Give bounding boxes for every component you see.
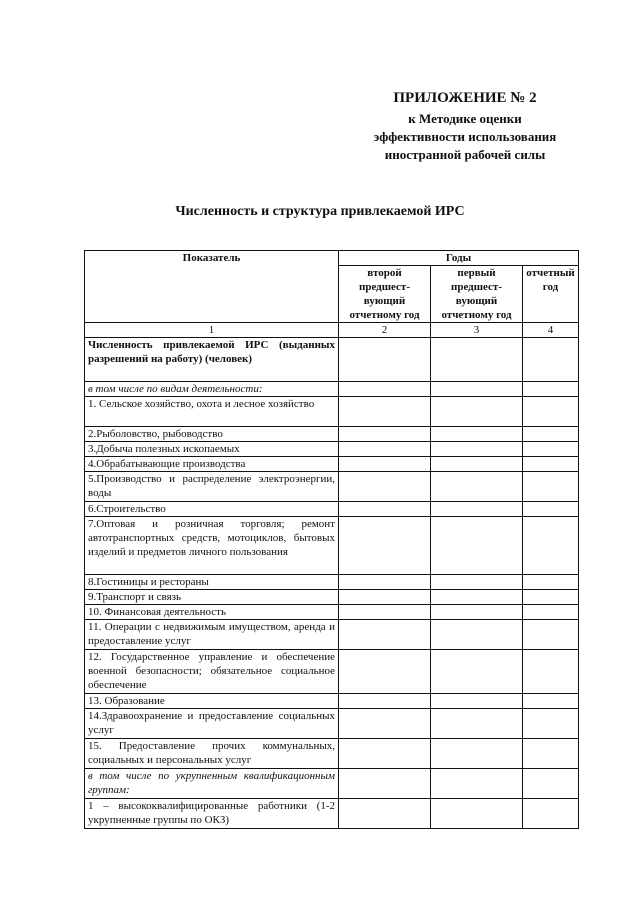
table-row — [85, 382, 579, 397]
value-cell[interactable] — [339, 442, 431, 457]
appendix-header — [330, 90, 600, 164]
value-cell[interactable] — [339, 472, 431, 502]
value-cell[interactable] — [431, 620, 523, 650]
row-label: 1. Сельское хозяйство, охота и лесное хозяйство — [85, 397, 339, 427]
value-cell[interactable] — [523, 472, 579, 502]
value-cell[interactable] — [431, 397, 523, 427]
table-row — [85, 472, 579, 502]
table-row — [85, 709, 579, 739]
table-row — [85, 427, 579, 442]
row-label: 13. Образование — [85, 694, 339, 709]
value-cell[interactable] — [339, 590, 431, 605]
value-cell[interactable] — [339, 427, 431, 442]
appendix-line-3: иностранной рабочей силы — [384, 147, 546, 162]
value-cell[interactable] — [431, 338, 523, 382]
value-cell[interactable] — [523, 442, 579, 457]
appendix-line-1: к Методике оценки — [408, 111, 522, 126]
value-cell[interactable] — [523, 382, 579, 397]
table-row — [85, 590, 579, 605]
value-cell[interactable] — [523, 590, 579, 605]
col-number-1: 1 — [85, 323, 339, 338]
col-number-4: 4 — [523, 323, 579, 338]
table-row — [85, 605, 579, 620]
value-cell[interactable] — [339, 575, 431, 590]
value-cell[interactable] — [431, 739, 523, 769]
row-label: 11. Операции с недвижимым имуществом, аренда и предоставление услуг — [85, 620, 339, 650]
value-cell[interactable] — [523, 620, 579, 650]
value-cell[interactable] — [431, 427, 523, 442]
table-row — [85, 338, 579, 382]
row-label: 3.Добыча полезных ископаемых — [85, 442, 339, 457]
value-cell[interactable] — [339, 650, 431, 694]
value-cell[interactable] — [431, 382, 523, 397]
table-row — [85, 769, 579, 799]
document-title: Численность и структура привлекаемой ИРС — [175, 204, 465, 219]
value-cell[interactable] — [523, 397, 579, 427]
value-cell[interactable] — [339, 457, 431, 472]
value-cell[interactable] — [431, 769, 523, 799]
col-number-3: 3 — [431, 323, 523, 338]
value-cell[interactable] — [523, 799, 579, 829]
row-label: 1 – высококвалифицированные работники (1-2 укрупненные группы по ОКЗ) — [85, 799, 339, 829]
table-row — [85, 620, 579, 650]
value-cell[interactable] — [431, 575, 523, 590]
table-row — [85, 694, 579, 709]
value-cell[interactable] — [431, 799, 523, 829]
table-row — [85, 502, 579, 517]
value-cell[interactable] — [339, 397, 431, 427]
header-first-prior-year: первый предшест-вующий отчетному год — [431, 266, 523, 323]
row-label: 8.Гостиницы и рестораны — [85, 575, 339, 590]
value-cell[interactable] — [431, 442, 523, 457]
row-label: в том числе по видам деятельности: — [85, 382, 339, 397]
value-cell[interactable] — [339, 502, 431, 517]
value-cell[interactable] — [339, 739, 431, 769]
value-cell[interactable] — [523, 694, 579, 709]
value-cell[interactable] — [431, 694, 523, 709]
value-cell[interactable] — [339, 338, 431, 382]
value-cell[interactable] — [339, 605, 431, 620]
row-label: 14.Здравоохранение и предоставление социальных услуг — [85, 709, 339, 739]
row-label: 4.Обрабатывающие производства — [85, 457, 339, 472]
value-cell[interactable] — [339, 709, 431, 739]
table-row — [85, 457, 579, 472]
value-cell[interactable] — [523, 709, 579, 739]
value-cell[interactable] — [431, 472, 523, 502]
table-row — [85, 650, 579, 694]
value-cell[interactable] — [339, 517, 431, 575]
table-row — [85, 397, 579, 427]
value-cell[interactable] — [431, 457, 523, 472]
value-cell[interactable] — [431, 605, 523, 620]
value-cell[interactable] — [523, 427, 579, 442]
indicators-table — [84, 250, 579, 829]
value-cell[interactable] — [523, 338, 579, 382]
header-report-year: отчетный год — [523, 266, 579, 323]
header-second-prior-year: второй предшест-вующий отчетному год — [339, 266, 431, 323]
value-cell[interactable] — [339, 799, 431, 829]
row-label: 10. Финансовая деятельность — [85, 605, 339, 620]
row-label: 9.Транспорт и связь — [85, 590, 339, 605]
value-cell[interactable] — [339, 694, 431, 709]
table-row — [85, 575, 579, 590]
row-label: в том числе по укрупненным квалификационным группам: — [85, 769, 339, 799]
row-label: 15. Предоставление прочих коммунальных, социальных и персональных услуг — [85, 739, 339, 769]
value-cell[interactable] — [523, 769, 579, 799]
value-cell[interactable] — [523, 650, 579, 694]
row-label: 6.Строительство — [85, 502, 339, 517]
table-row — [85, 739, 579, 769]
value-cell[interactable] — [523, 502, 579, 517]
value-cell[interactable] — [431, 650, 523, 694]
value-cell[interactable] — [523, 739, 579, 769]
header-indicator: Показатель — [85, 251, 339, 323]
row-label: 12. Государственное управление и обеспечение военной безопасности; обязательное социальное обеспечение — [85, 650, 339, 694]
row-label: 5.Производство и распределение электроэнергии, воды — [85, 472, 339, 502]
value-cell[interactable] — [431, 709, 523, 739]
row-label: 2.Рыболовство, рыбоводство — [85, 427, 339, 442]
appendix-title: ПРИЛОЖЕНИЕ № 2 — [393, 90, 537, 106]
col-number-2: 2 — [339, 323, 431, 338]
appendix-line-2: эффективности использования — [373, 129, 557, 144]
value-cell[interactable] — [339, 769, 431, 799]
row-label: Численность привлекаемой ИРС (выданных разрешений на работу) (человек) — [85, 338, 339, 382]
value-cell[interactable] — [523, 605, 579, 620]
value-cell[interactable] — [523, 575, 579, 590]
table-row — [85, 517, 579, 575]
row-label: 7.Оптовая и розничная торговля; ремонт автотранспортных средств, мотоциклов, бытовых изделий и предметов личного пользования — [85, 517, 339, 575]
value-cell[interactable] — [523, 517, 579, 575]
header-years: Годы — [339, 251, 579, 266]
value-cell[interactable] — [431, 517, 523, 575]
value-cell[interactable] — [431, 502, 523, 517]
value-cell[interactable] — [431, 590, 523, 605]
value-cell[interactable] — [523, 457, 579, 472]
value-cell[interactable] — [339, 382, 431, 397]
table-row — [85, 442, 579, 457]
value-cell[interactable] — [339, 620, 431, 650]
table-row — [85, 799, 579, 829]
